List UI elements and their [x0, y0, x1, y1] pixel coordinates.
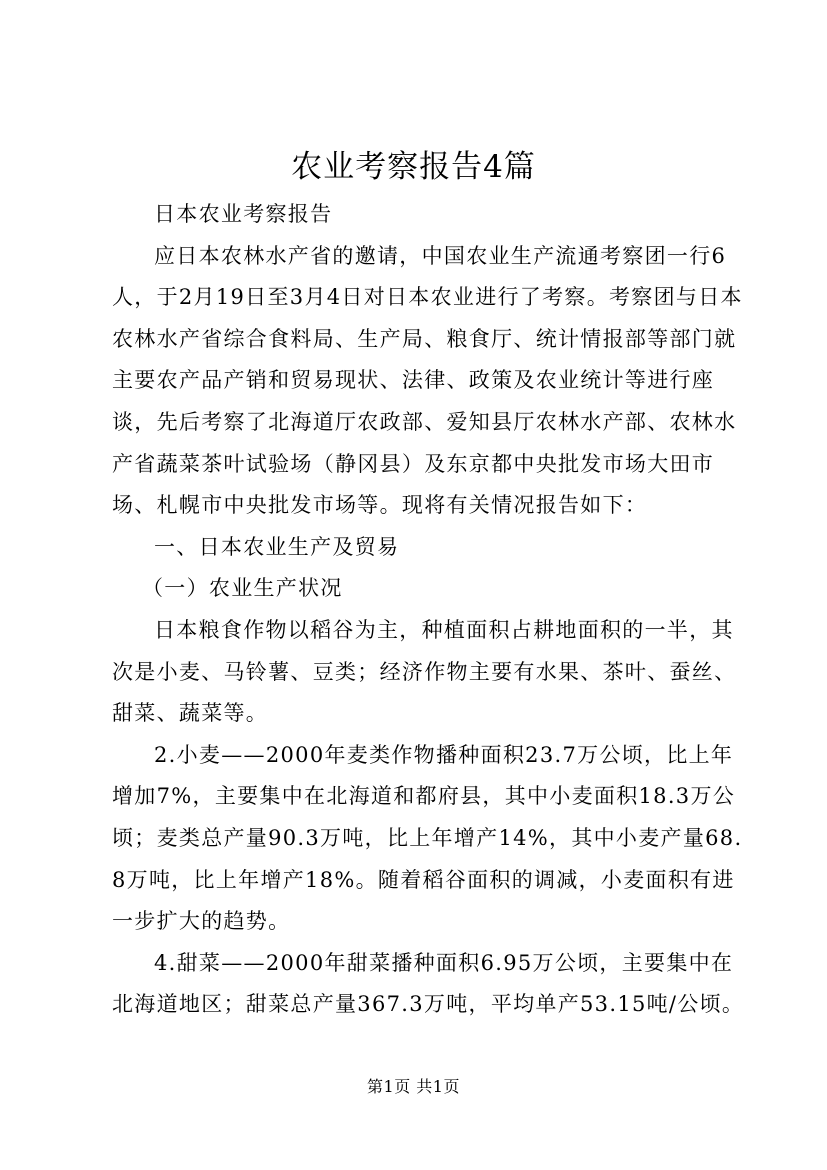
- paragraph-sugar-beet: 4.甜菜——2000年甜菜播种面积6.95万公顷，主要集中在北海道地区；甜菜总产量367.3万吨，平均单产53.15吨/公顷。: [112, 950, 745, 1017]
- subsection-heading: （一）农业生产状况: [142, 576, 343, 601]
- document-body: [112, 194, 748, 1026]
- section-heading: 一、日本农业生产及贸易: [154, 534, 400, 559]
- document-title: 农业考察报告4篇: [291, 149, 536, 185]
- page-footer: 第1页 共1页: [367, 1077, 460, 1096]
- paragraph-wheat: 2.小麦——2000年麦类作物播种面积23.7万公顷，比上年增加7%，主要集中在北海道和都府县，其中小麦面积18.3万公顷；麦类总产量90.3万吨，比上年增产14%，其中小麦产量68.8万吨，比上年增产18%。随着稻谷面积的调减，小麦面积有进一步扩大的趋势。: [112, 742, 743, 934]
- paragraph-intro: 应日本农林水产省的邀请，中国农业生产流通考察团一行6人，于2月19日至3月4日对日本农业进行了考察。考察团与日本农林水产省综合食料局、生产局、粮食厅、统计情报部等部门就主要农产品产销和贸易现状、法律、政策及农业统计等进行座谈，先后考察了北海道厅农政部、爱知县厅农林水产部、农林水产省蔬菜茶叶试验场（静冈县）及东京都中央批发市场大田市场、札幌市中央批发市场等。现将有关情况报告如下：: [112, 243, 743, 518]
- paragraph-subtitle: 日本农业考察报告: [154, 202, 333, 226]
- paragraph-crops: 日本粮食作物以稻谷为主，种植面积占耕地面积的一半，其次是小麦、马铃薯、豆类；经济作物主要有水果、茶叶、蚕丝、甜菜、蔬菜等。: [112, 617, 737, 726]
